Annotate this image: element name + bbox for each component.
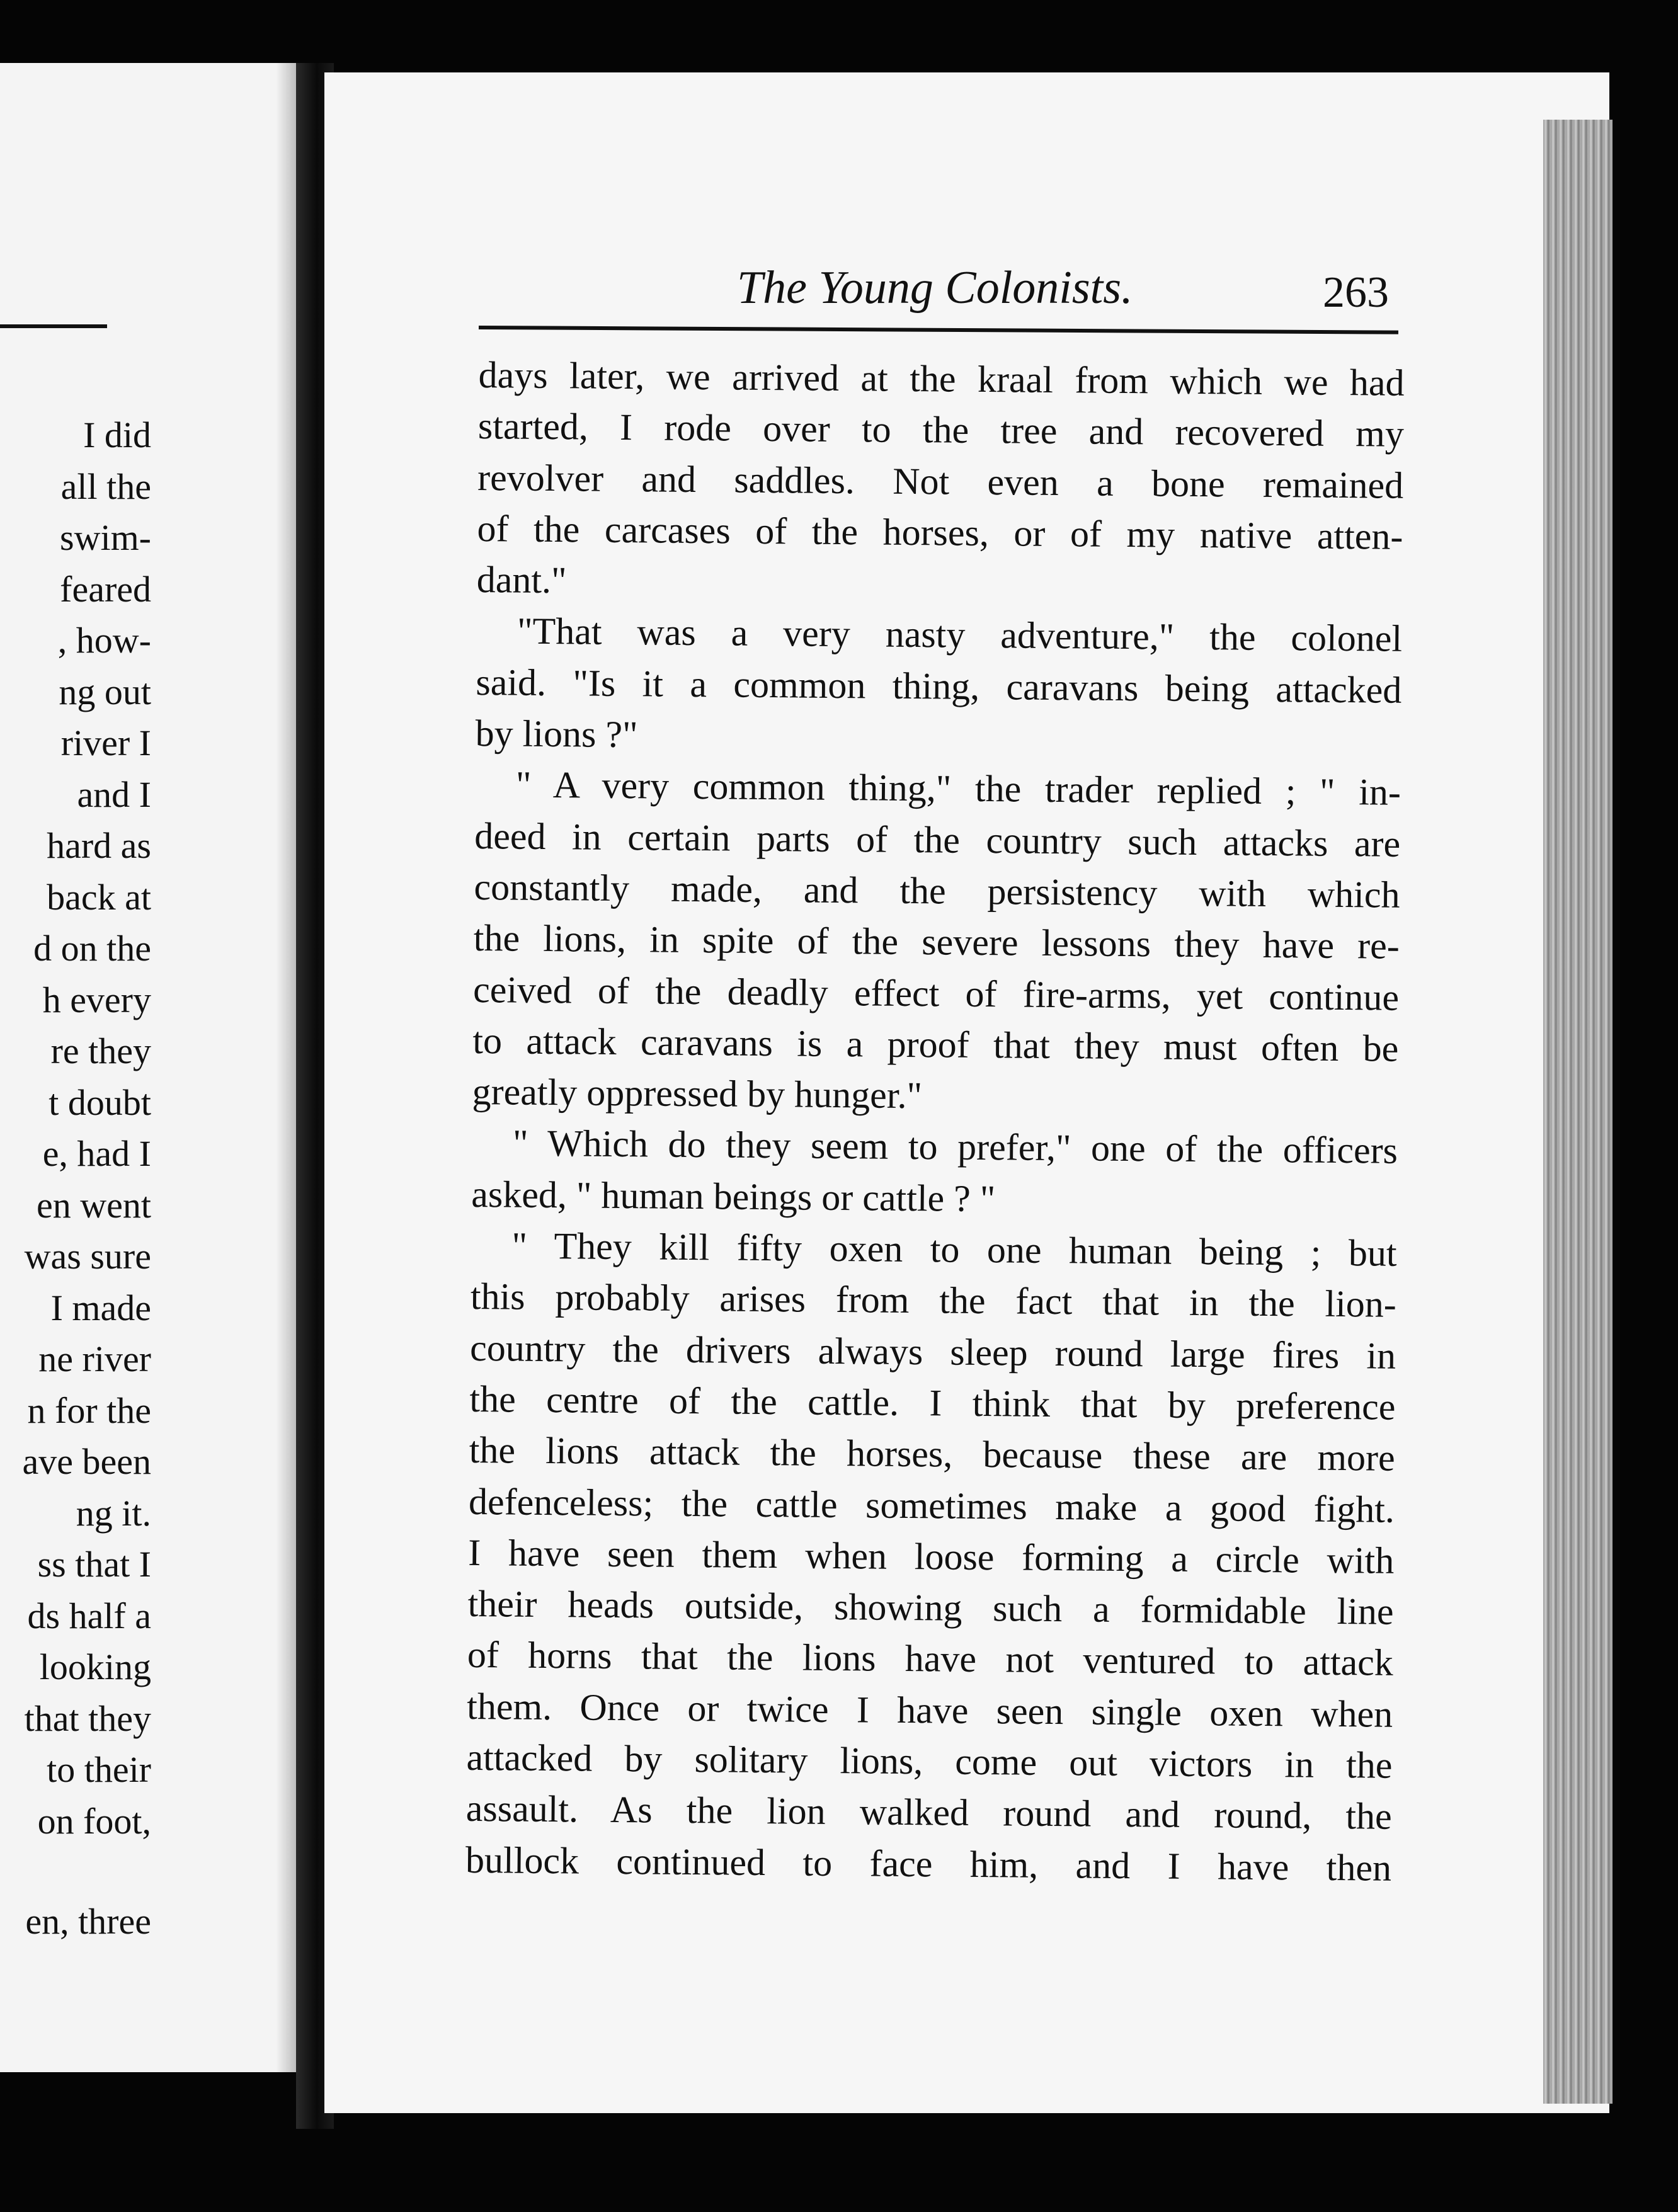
left-page-line: ds half a: [27, 1595, 151, 1636]
body-line: "That was a very nasty adventure," the colonel: [517, 610, 1403, 660]
left-page-line: , how-: [57, 620, 151, 661]
left-page-line: to their: [47, 1749, 151, 1790]
body-line: constantly made, and the persistency with which: [474, 865, 1400, 916]
body-line: defenceless; the cattle sometimes make a good fight.: [468, 1480, 1395, 1531]
body-line: greatly oppressed by hunger.": [472, 1071, 923, 1117]
body-line: asked, " human beings or cattle ? ": [471, 1173, 996, 1219]
body-line: ceived of the deadly effect of fire-arms, yet continue: [472, 968, 1400, 1018]
body-line: " They kill fifty oxen to one human being ; but: [511, 1224, 1397, 1274]
body-line: of horns that the lions have not ventured to attack: [467, 1634, 1394, 1684]
left-page-line: feared: [60, 568, 151, 610]
body-line: by lions ?": [475, 712, 638, 756]
left-page: [0, 63, 307, 2072]
page-block-edges: [1543, 120, 1612, 2104]
body-line: their heads outside, showing such a formidable line: [467, 1583, 1394, 1633]
body-line: dant.": [476, 559, 567, 601]
body-text: [465, 350, 1405, 1894]
left-page-line: I did: [83, 414, 151, 455]
body-line: assault. As the lion walked round and round, the: [465, 1787, 1393, 1838]
left-page-line: ng out: [59, 671, 151, 712]
body-line: revolver and saddles. Not even a bone remained: [477, 456, 1404, 506]
left-page-line: on foot,: [37, 1800, 151, 1842]
running-title: The Young Colonists.: [737, 262, 1133, 314]
body-line: the lions, in spite of the severe lessons they have re-: [473, 917, 1400, 967]
body-line: days later, we arrived at the kraal from which we had: [478, 353, 1405, 404]
body-line: started, I rode over to the tree and recovered my: [477, 405, 1405, 455]
body-line: the lions attack the horses, because these are more: [469, 1429, 1395, 1479]
left-page-line: that they: [24, 1697, 151, 1739]
left-page-line: h every: [42, 979, 151, 1020]
left-page-line: en, three: [25, 1901, 151, 1942]
left-page-line: d on the: [33, 928, 151, 969]
left-page-line: n for the: [27, 1389, 151, 1431]
left-page-line: hard as: [47, 825, 151, 866]
left-page-line: all the: [60, 465, 151, 507]
left-page-line: swim-: [60, 517, 151, 558]
left-page-line: re they: [50, 1030, 151, 1071]
body-line: " A very common thing," the trader replied ; " in-: [515, 763, 1401, 814]
body-line: bullock continued to face him, and I have then: [465, 1839, 1392, 1889]
body-line: I have seen them when loose forming a circle with: [468, 1531, 1395, 1582]
left-page-line: was sure: [24, 1236, 151, 1277]
body-line: them. Once or twice I have seen single oxen when: [466, 1685, 1393, 1735]
left-page-text: [23, 409, 151, 1947]
body-line: this probably arises from the fact that in the lion-: [470, 1275, 1397, 1326]
left-page-line: ne river: [38, 1338, 151, 1379]
body-line: the centre of the cattle. I think that by preference: [469, 1377, 1396, 1428]
body-line: of the carcases of the horses, or of my native atten-: [477, 507, 1403, 557]
left-page-line: I made: [50, 1287, 151, 1328]
page-number: 263: [1323, 268, 1389, 317]
right-page: [324, 72, 1609, 2113]
body-line: " Which do they seem to prefer," one of the officers: [512, 1122, 1398, 1172]
left-page-line: and I: [77, 773, 151, 815]
body-line: to attack caravans is a proof that they must often be: [472, 1019, 1399, 1069]
left-page-line: ss that I: [37, 1544, 151, 1585]
left-page-line: ave been: [22, 1441, 151, 1482]
left-page-line: back at: [47, 876, 151, 918]
left-page-line: looking: [39, 1646, 151, 1687]
body-line: said. "Is it a common thing, caravans being attacked: [476, 661, 1402, 711]
left-page-line: e, had I: [42, 1133, 151, 1174]
left-page-line: en went: [37, 1184, 151, 1226]
body-line: attacked by solitary lions, come out victors in the: [466, 1736, 1393, 1786]
left-page-header-rule: [0, 324, 107, 328]
left-page-line: river I: [60, 722, 151, 763]
body-line: country the drivers always sleep round large fires in: [469, 1326, 1396, 1377]
left-page-line: ng it.: [76, 1492, 151, 1534]
left-page-line: t doubt: [49, 1081, 151, 1123]
body-line: deed in certain parts of the country such attacks are: [474, 814, 1401, 865]
